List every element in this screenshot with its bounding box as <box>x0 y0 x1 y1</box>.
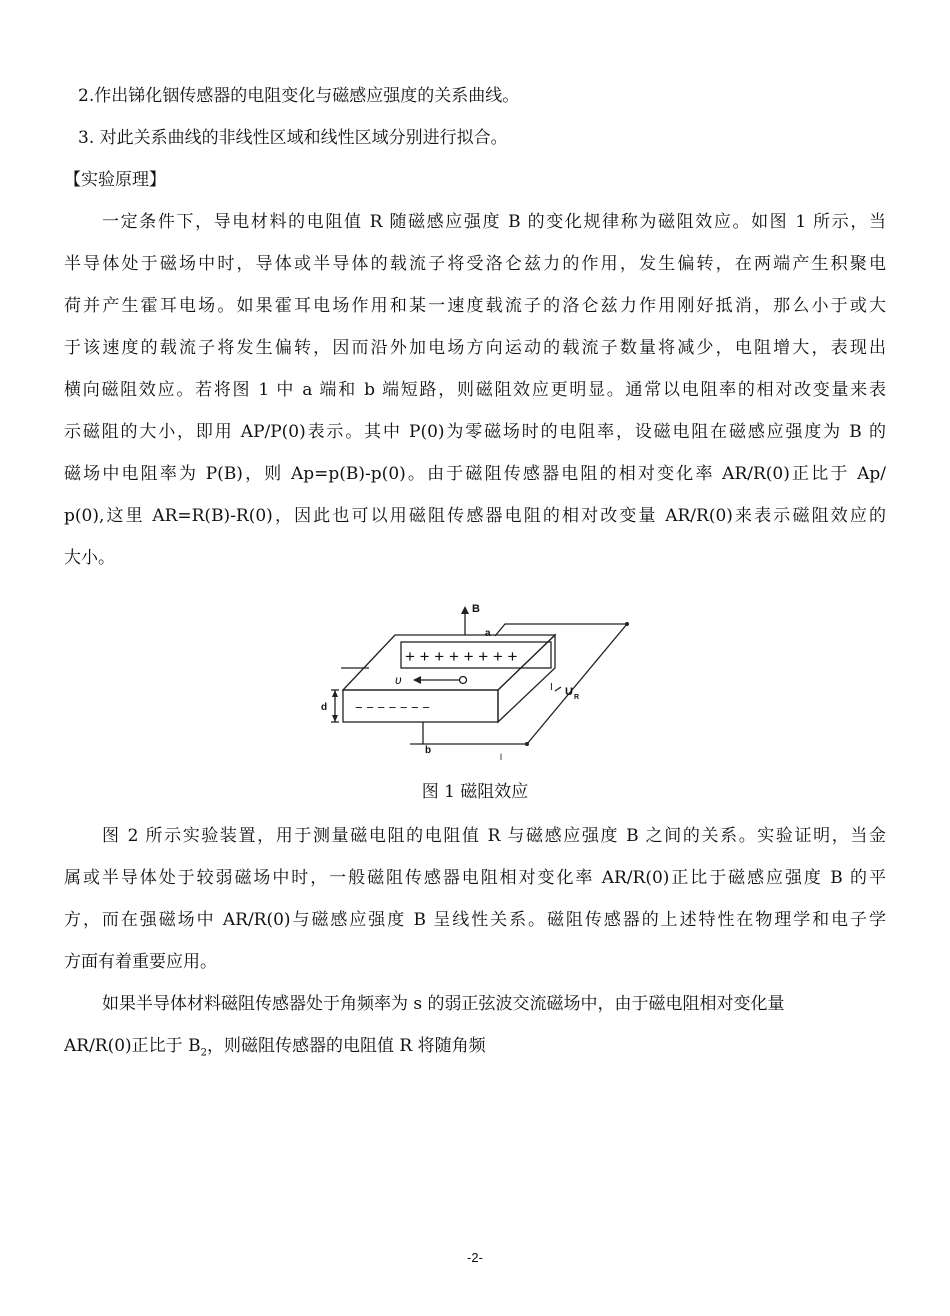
wire-a <box>495 624 627 636</box>
carrier-dot <box>460 677 467 684</box>
page-number: -2- <box>467 1250 483 1265</box>
magnetoresistance-figure <box>305 598 645 768</box>
para1-line: 半导体处于磁场中时，导体或半导体的载流子将受洛仑兹力的作用，发生偏转，在两端产生积聚电 <box>64 254 886 274</box>
b-arrowhead <box>461 606 469 614</box>
label-current: I <box>550 682 553 693</box>
para1-line: p(0),这里 AR=R(B)-R(0)，因此也可以用磁阻传感器电阻的相对改变量 AR/R(0)来表示磁阻效应的 <box>64 506 886 526</box>
figure-caption: 图 1 磁阻效应 <box>421 782 529 802</box>
para1-line: 磁场中电阻率为 P(B)，则 Ap=p(B)-p(0)。由于磁阻传感器电阻的相对变化率 AR/R(0)正比于 Ap/ <box>64 464 886 484</box>
objective-item-3: 3. 对此关系曲线的非线性区域和线性区域分别进行拟合。 <box>78 128 508 148</box>
para3-text: AR/R(0)正比于 B <box>64 1036 201 1056</box>
para2-line: 方，而在强磁场中 AR/R(0)与磁感应强度 B 呈线性关系。磁阻传感器的上述特性在物理学和电子学 <box>64 910 886 930</box>
label-b-field: B <box>472 603 480 615</box>
para1-line: 于该速度的载流子将发生偏转，因而沿外加电场方向运动的载流子数量将减少，电阻增大，表现出 <box>64 338 886 358</box>
label-b: b <box>425 745 432 756</box>
minus-charges: − − − − − − − <box>355 700 430 715</box>
para3-text: ，则磁阻传感器的电阻值 R 将随角频 <box>206 1036 486 1056</box>
objective-item-2: 2.作出锑化铟传感器的电阻变化与磁感应强度的关系曲线。 <box>78 86 520 106</box>
para3-line <box>64 1036 894 1063</box>
para3-line: 如果半导体材料磁阻传感器处于角频率为 s 的弱正弦波交流磁场中，由于磁电阻相对变化量 <box>102 994 785 1014</box>
para2-line: 图 2 所示实验装置，用于测量磁电阻的电阻值 R 与磁感应强度 B 之间的关系。实验证明，当金 <box>102 826 886 846</box>
label-voltage-sub: R <box>574 694 580 701</box>
terminal-dot <box>625 622 629 626</box>
plus-charges: + + + + + + + + <box>405 647 518 666</box>
para2-line: 属或半导体处于较弱磁场中时，一般磁阻传感器电阻相对变化率 AR/R(0)正比于磁感应强度 B 的平 <box>64 868 886 888</box>
terminal-dot <box>525 742 529 746</box>
label-voltage: U <box>565 686 573 698</box>
para2-line: 方面有着重要应用。 <box>64 952 217 972</box>
label-velocity: υ <box>395 673 402 687</box>
section-heading: 【实验原理】 <box>64 170 166 190</box>
velocity-arrowhead <box>413 676 421 684</box>
current-mark <box>555 687 561 691</box>
para1-line: 荷并产生霍耳电场。如果霍耳电场作用和某一速度载流子的洛仑兹力作用刚好抵消，那么小于或大 <box>64 296 886 316</box>
superscript-2: 2 <box>200 1047 207 1059</box>
label-length: l <box>500 752 502 762</box>
label-d: d <box>321 702 328 713</box>
para1-line: 一定条件下，导电材料的电阻值 R 随磁感应强度 B 的变化规律称为磁阻效应。如图 1 所示，当 <box>102 212 886 232</box>
para1-line: 横向磁阻效应。若将图 1 中 a 端和 b 端短路，则磁阻效应更明显。通常以电阻率的相对改变量来表 <box>64 380 886 400</box>
para1-line: 大小。 <box>64 548 115 568</box>
label-a: a <box>485 628 491 639</box>
magnetoresistance-diagram <box>305 598 645 768</box>
para1-line: 示磁阻的大小，即用 AP/P(0)表示。其中 P(0)为零磁场时的电阻率，设磁电阻在磁感应强度为 B 的 <box>64 422 886 442</box>
